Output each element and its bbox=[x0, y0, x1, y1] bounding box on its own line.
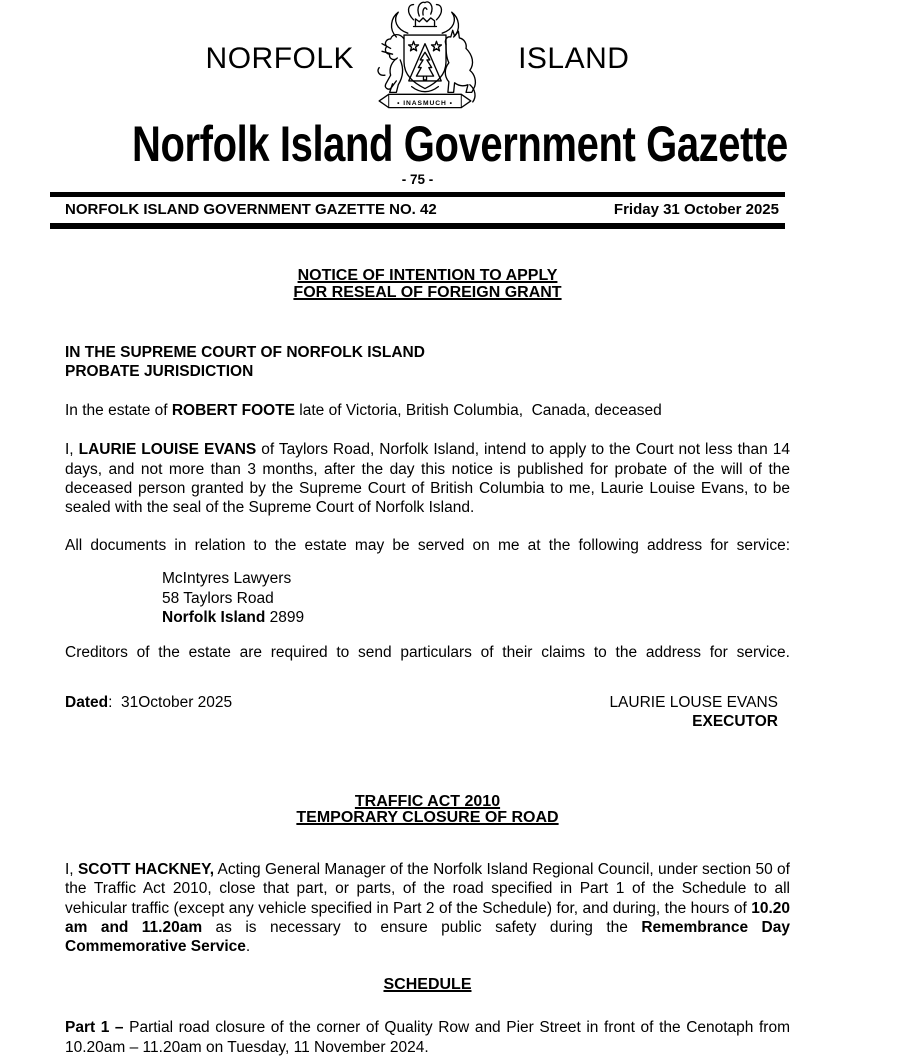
court-lines bbox=[65, 343, 790, 382]
signatory-title: EXECUTOR bbox=[692, 713, 778, 731]
crest-lion-icon bbox=[378, 35, 404, 93]
address-line1: McIntyres Lawyers bbox=[162, 570, 292, 588]
gazette-title bbox=[50, 116, 788, 172]
part1-label: Part 1 – bbox=[65, 1019, 124, 1037]
signatory-name: LAURIE LOUSE EVANS bbox=[609, 693, 778, 711]
crest-motto: • INASMUCH • bbox=[397, 100, 453, 108]
court-line1: IN THE SUPREME COURT OF NORFOLK ISLAND bbox=[65, 344, 425, 361]
dated-value: : 31October 2025 bbox=[108, 693, 233, 711]
notice2-heading-line1: TRAFFIC ACT 2010 bbox=[354, 792, 501, 810]
estate-name: ROBERT FOOTE bbox=[171, 401, 295, 419]
service-address bbox=[162, 569, 790, 627]
crest-crown-icon bbox=[416, 18, 435, 27]
schedule-heading bbox=[65, 977, 790, 994]
closure-name: SCOTT HACKNEY, bbox=[77, 860, 215, 878]
closure-part1: Acting General Manager of the Norfolk Island Regional Council, under section 50 of the Traffic Act 2010, close that part, or parts, of the road specified in Part 1 of the Schedule to all vehicular traffic (except any vehicle specified in Part 2 of the Schedule) for, and during, the hours of bbox=[65, 860, 790, 917]
dated-label: Dated bbox=[65, 693, 109, 711]
apply-body: of Taylors Road, Norfolk Island, intend to apply to the Court not less than 14 days, and not more than 3 months, after the day this notice is published for probate of the will of the deceased person granted by the Supreme Court of British Columbia to me, Laurie Louise Evans, to be sealed with the seal of the Supreme Court of Norfolk Island. bbox=[65, 441, 791, 517]
notice2-heading bbox=[65, 794, 790, 827]
address-line3 bbox=[162, 608, 790, 627]
creditors-line: Creditors of the estate are required to send particulars of their claims to the address for service. bbox=[65, 644, 790, 662]
documents-line: All documents in relation to the estate may be served on me at the following address for service: bbox=[65, 536, 790, 554]
court-line2: PROBATE JURISDICTION bbox=[65, 363, 254, 381]
page-header bbox=[50, 0, 788, 229]
gazette-title-text: Norfolk Island Government Gazette bbox=[131, 116, 788, 172]
crest-row bbox=[50, 0, 785, 118]
closure-prefix: I, bbox=[65, 860, 78, 878]
application-paragraph bbox=[65, 440, 790, 518]
closure-hours: 10.20 am and 11.20am bbox=[65, 899, 790, 936]
notice1-heading-line2: FOR RESEAL OF FOREIGN GRANT bbox=[293, 283, 562, 301]
document-body bbox=[65, 268, 790, 1057]
gazette-issue-label: NORFOLK ISLAND GOVERNMENT GAZETTE NO. 42 bbox=[65, 201, 437, 218]
header-word-island: ISLAND bbox=[518, 42, 630, 75]
coat-of-arms-icon bbox=[362, 0, 488, 116]
part1-text: Partial road closure of the corner of Quality Row and Pier Street in front of the Cenotaph from 10.20am – 11.20am on Tuesday, 11 November 2024. bbox=[65, 1019, 790, 1056]
gazette-header-band bbox=[50, 192, 785, 229]
estate-suffix: late of Victoria, British Columbia, Canada, deceased bbox=[295, 401, 662, 419]
closure-end: . bbox=[245, 938, 251, 956]
schedule-heading-text: SCHEDULE bbox=[383, 975, 472, 993]
notice1-heading-line1: NOTICE OF INTENTION TO APPLY bbox=[297, 267, 558, 284]
crest-kangaroo-icon bbox=[445, 30, 475, 102]
estate-line bbox=[65, 401, 790, 420]
schedule-part1 bbox=[65, 1018, 790, 1057]
road-closure-paragraph bbox=[65, 860, 790, 957]
address-line3-rest: 2899 bbox=[265, 609, 305, 627]
dated-row bbox=[65, 693, 790, 732]
estate-prefix: In the estate of bbox=[65, 401, 172, 419]
apply-prefix: I, bbox=[65, 441, 79, 459]
signature-block bbox=[609, 693, 790, 732]
notice2-heading-line2: TEMPORARY CLOSURE OF ROAD bbox=[296, 809, 559, 827]
address-line2: 58 Taylors Road bbox=[162, 589, 274, 607]
apply-name: LAURIE LOUISE EVANS bbox=[78, 441, 257, 459]
crest-plume-icon bbox=[418, 2, 432, 16]
address-line3-bold: Norfolk Island bbox=[162, 609, 266, 627]
gazette-date: Friday 31 October 2025 bbox=[613, 201, 779, 218]
closure-part2: as is necessary to ensure public safety during the bbox=[202, 918, 642, 936]
page-number: - 75 - bbox=[401, 172, 434, 187]
closure-event: Remembrance Day Commemorative Service bbox=[65, 918, 790, 956]
header-word-norfolk: NORFOLK bbox=[205, 42, 355, 75]
dated-line bbox=[65, 693, 232, 732]
notice1-heading bbox=[65, 268, 790, 301]
